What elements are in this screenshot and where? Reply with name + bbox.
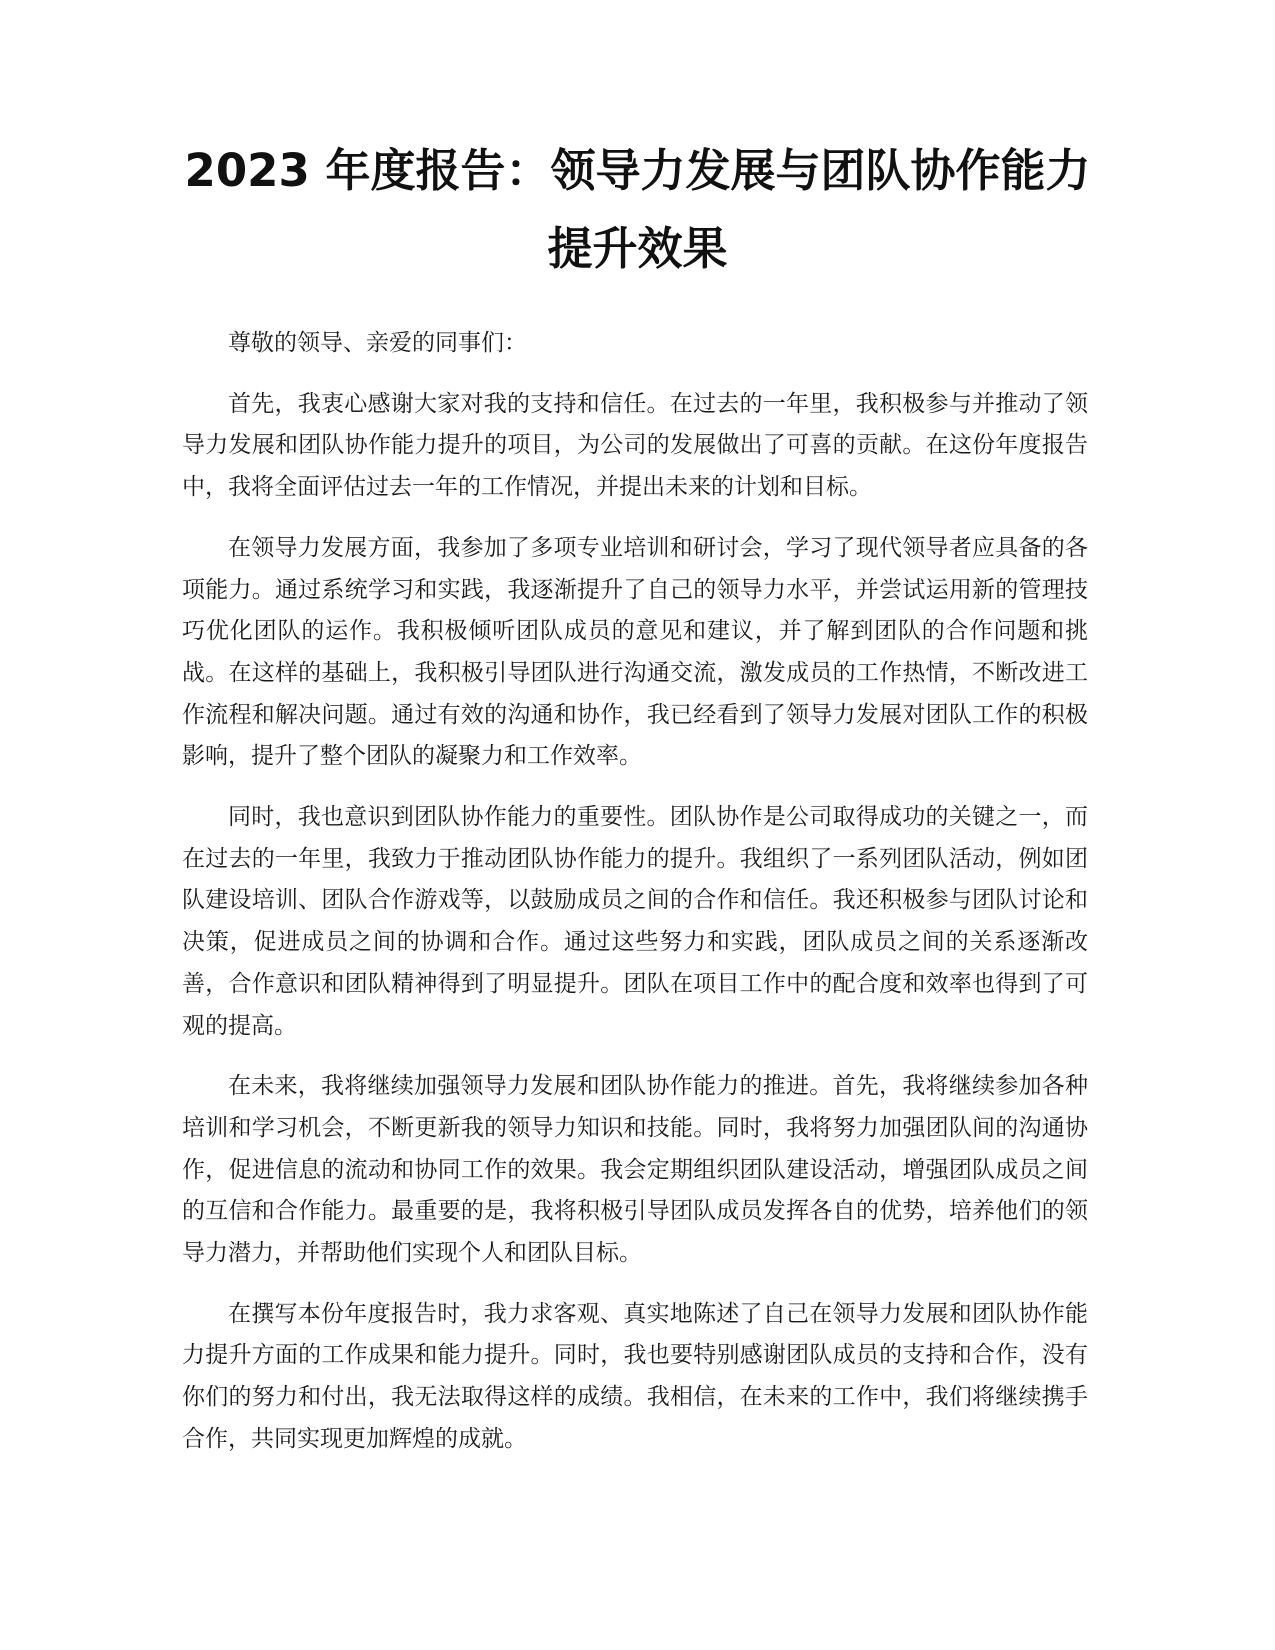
body-paragraph: 在撰写本份年度报告时，我力求客观、真实地陈述了自己在领导力发展和团队协作能力提升方面的工作成果和能力提升。同时，我也要特别感谢团队成员的支持和合作，没有你们的努力和付出，我无法取得这样的成绩。我相信，在未来的工作中，我们将继续携手合作，共同实现更加辉煌的成就。 xyxy=(182,1300,1088,1452)
salutation-paragraph: 尊敬的领导、亲爱的同事们： xyxy=(228,330,527,356)
document-title xyxy=(160,132,1115,288)
document-body xyxy=(182,323,1088,1480)
body-paragraph: 在领导力发展方面，我参加了多项专业培训和研讨会，学习了现代领导者应具备的各项能力。通过系统学习和实践，我逐渐提升了自己的领导力水平，并尝试运用新的管理技巧优化团队的运作。我积极倾听团队成员的意见和建议，并了解到团队的合作问题和挑战。在这样的基础上，我积极引导团队进行沟通交流，激发成员的工作热情，不断改进工作流程和解决问题。通过有效的沟通和协作，我已经看到了领导力发展对团队工作的积极影响，提升了整个团队的凝聚力和工作效率。 xyxy=(182,534,1088,770)
body-paragraph: 在未来，我将继续加强领导力发展和团队协作能力的推进。首先，我将继续参加各种培训和学习机会，不断更新我的领导力知识和技能。同时，我将努力加强团队间的沟通协作，促进信息的流动和协同工作的效果。我会定期组织团队建设活动，增强团队成员之间的互信和合作能力。最重要的是，我将积极引导团队成员发挥各自的优势，培养他们的领导力潜力，并帮助他们实现个人和团队目标。 xyxy=(182,1073,1088,1267)
body-paragraph: 首先，我衷心感谢大家对我的支持和信任。在过去的一年里，我积极参与并推动了领导力发展和团队协作能力提升的项目，为公司的发展做出了可喜的贡献。在这份年度报告中，我将全面评估过去一年的工作情况，并提出未来的计划和目标。 xyxy=(182,390,1088,501)
title-line-2: 提升效果 xyxy=(547,222,728,275)
body-paragraph: 同时，我也意识到团队协作能力的重要性。团队协作是公司取得成功的关键之一，而在过去的一年里，我致力于推动团队协作能力的提升。我组织了一系列团队活动，例如团队建设培训、团队合作游戏等，以鼓励成员之间的合作和信任。我还积极参与团队讨论和决策，促进成员之间的协调和合作。通过这些努力和实践，团队成员之间的关系逐渐改善，合作意识和团队精神得到了明显提升。团队在项目工作中的配合度和效率也得到了可观的提高。 xyxy=(182,804,1088,1039)
title-line-1: 2023 年度报告：领导力发展与团队协作能力 xyxy=(184,144,1091,197)
